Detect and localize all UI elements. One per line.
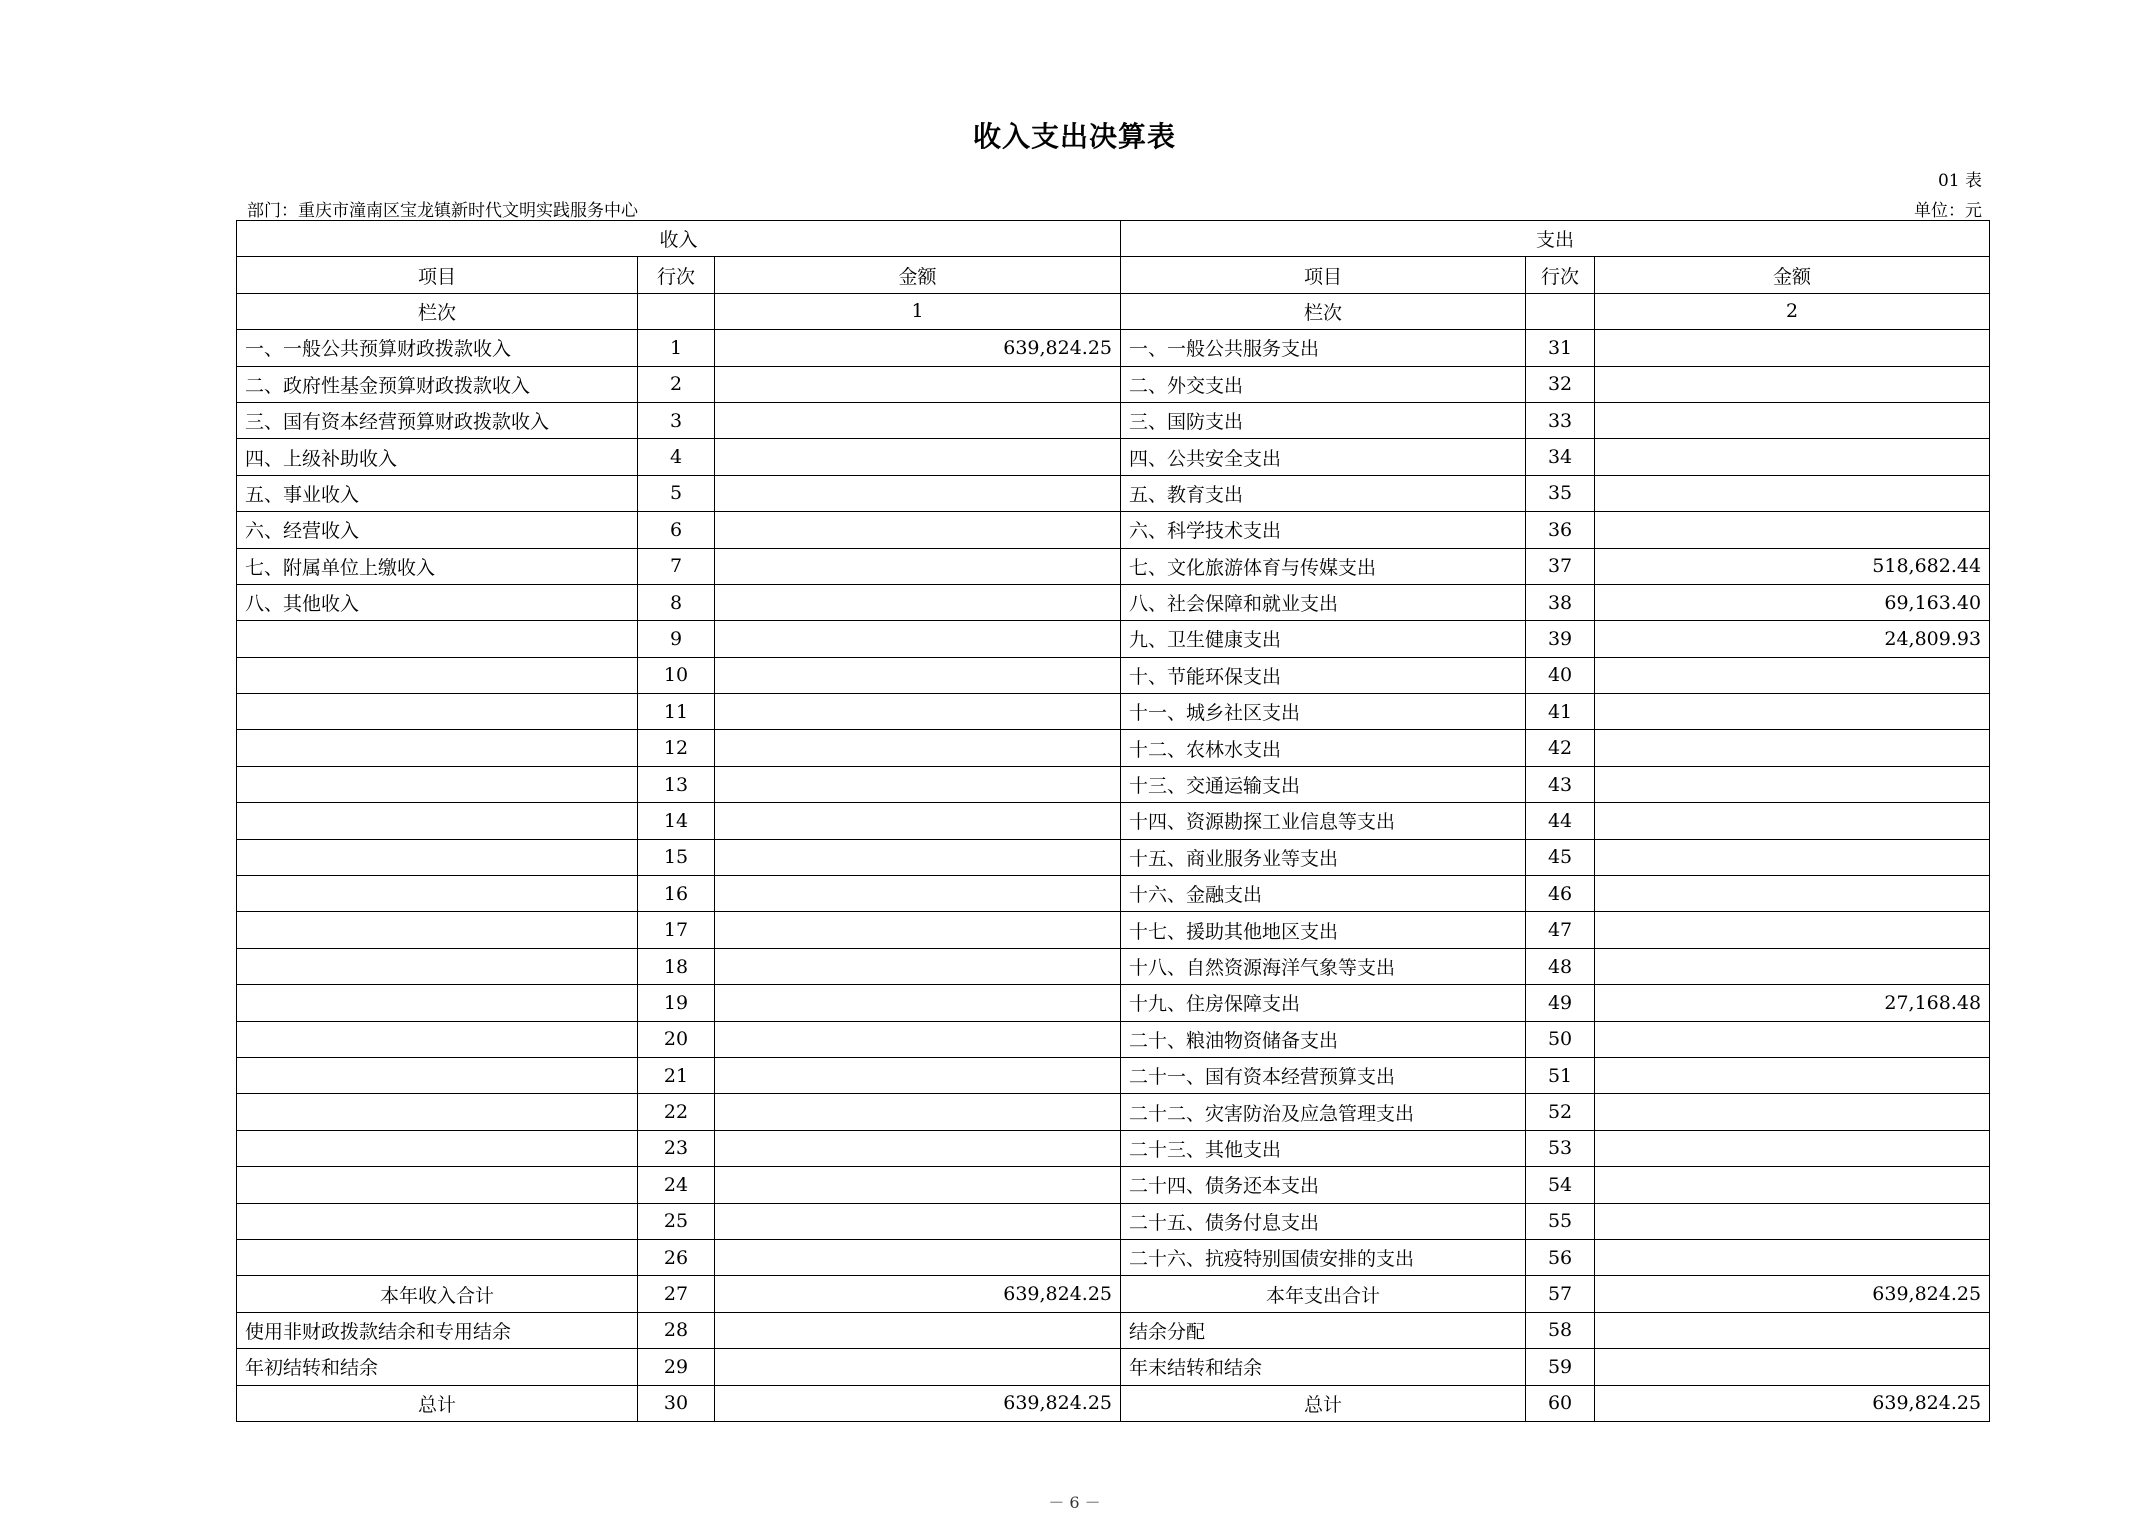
expense-item: 十六、金融支出: [1121, 876, 1526, 912]
expense-amount-header: 金额: [1595, 257, 1990, 293]
expense-item: 七、文化旅游体育与传媒支出: [1121, 548, 1526, 584]
income-amount: [715, 839, 1121, 875]
income-item: 二、政府性基金预算财政拨款收入: [237, 366, 638, 402]
expense-row-no: 57: [1526, 1276, 1595, 1312]
expense-row-no: 44: [1526, 803, 1595, 839]
income-row-no: 25: [638, 1203, 715, 1239]
expense-item: 二、外交支出: [1121, 366, 1526, 402]
expense-amount: [1595, 1312, 1990, 1348]
income-amount: [715, 1094, 1121, 1130]
expense-item: 九、卫生健康支出: [1121, 621, 1526, 657]
table-row: [237, 657, 1990, 693]
income-amount: [715, 694, 1121, 730]
income-item: 五、事业收入: [237, 475, 638, 511]
table-row: [237, 584, 1990, 620]
income-row-no: 22: [638, 1094, 715, 1130]
income-item: [237, 912, 638, 948]
expense-amount: [1595, 803, 1990, 839]
expense-amount: [1595, 730, 1990, 766]
header-row-columns: [237, 257, 1990, 293]
income-item: [237, 985, 638, 1021]
income-summary-item: 使用非财政拨款结余和专用结余: [237, 1312, 638, 1348]
expense-row-no: 31: [1526, 330, 1595, 366]
income-amount: [715, 1312, 1121, 1348]
summary-row: [237, 1385, 1990, 1421]
table-row: [237, 1130, 1990, 1166]
income-amount: [715, 1203, 1121, 1239]
income-item: [237, 1021, 638, 1057]
expense-item: 二十二、灾害防治及应急管理支出: [1121, 1094, 1526, 1130]
expense-section-header: 支出: [1121, 221, 1990, 257]
expense-amount: [1595, 1094, 1990, 1130]
income-item: [237, 694, 638, 730]
income-row-no: 13: [638, 766, 715, 802]
expense-row-no: 48: [1526, 948, 1595, 984]
income-amount: [715, 512, 1121, 548]
expense-amount: 639,824.25: [1595, 1276, 1990, 1312]
expense-amount: 518,682.44: [1595, 548, 1990, 584]
expense-row-no: 51: [1526, 1057, 1595, 1093]
expense-amount: [1595, 402, 1990, 438]
table-row: [237, 948, 1990, 984]
income-amount: [715, 766, 1121, 802]
expense-item: 十三、交通运输支出: [1121, 766, 1526, 802]
expense-summary-item: 结余分配: [1121, 1312, 1526, 1348]
department-label: 部门：重庆市潼南区宝龙镇新时代文明实践服务中心: [247, 201, 638, 221]
income-amount: [715, 985, 1121, 1021]
table-row: [237, 912, 1990, 948]
expense-item: 十、节能环保支出: [1121, 657, 1526, 693]
income-summary-item: 年初结转和结余: [237, 1349, 638, 1385]
income-amount: [715, 1057, 1121, 1093]
income-row-no: 28: [638, 1312, 715, 1348]
income-row-no: 5: [638, 475, 715, 511]
income-amount: 639,824.25: [715, 1276, 1121, 1312]
expense-item: 二十、粮油物资储备支出: [1121, 1021, 1526, 1057]
income-row-no: 29: [638, 1349, 715, 1385]
expense-item: 二十三、其他支出: [1121, 1130, 1526, 1166]
table-row: [237, 621, 1990, 657]
income-amount: [715, 475, 1121, 511]
expense-item: 十九、住房保障支出: [1121, 985, 1526, 1021]
income-amount: [715, 803, 1121, 839]
expense-item: 五、教育支出: [1121, 475, 1526, 511]
income-amount: [715, 730, 1121, 766]
income-item: [237, 730, 638, 766]
income-row-no: 11: [638, 694, 715, 730]
expense-row-no: 45: [1526, 839, 1595, 875]
income-row-no: 15: [638, 839, 715, 875]
expense-item: 二十五、债务付息支出: [1121, 1203, 1526, 1239]
table-row: [237, 730, 1990, 766]
expense-row-no: 36: [1526, 512, 1595, 548]
expense-row-no: 46: [1526, 876, 1595, 912]
expense-amount: [1595, 876, 1990, 912]
expense-item: 二十六、抗疫特别国债安排的支出: [1121, 1239, 1526, 1275]
income-row-no: 21: [638, 1057, 715, 1093]
income-row-no: 6: [638, 512, 715, 548]
income-expense-table: [236, 220, 1990, 1422]
income-item: 一、一般公共预算财政拨款收入: [237, 330, 638, 366]
summary-row: [237, 1312, 1990, 1348]
income-item: 七、附属单位上缴收入: [237, 548, 638, 584]
expense-item-header: 项目: [1121, 257, 1526, 293]
expense-col-number: 2: [1595, 293, 1990, 329]
income-amount: [715, 1021, 1121, 1057]
expense-amount: 639,824.25: [1595, 1385, 1990, 1421]
expense-row-no: 54: [1526, 1167, 1595, 1203]
income-row-no: 20: [638, 1021, 715, 1057]
income-amount: [715, 657, 1121, 693]
expense-row-no: 38: [1526, 584, 1595, 620]
expense-amount: [1595, 439, 1990, 475]
income-row-no: 3: [638, 402, 715, 438]
expense-amount: [1595, 766, 1990, 802]
expense-row-no: 37: [1526, 548, 1595, 584]
income-lanci-blank: [638, 293, 715, 329]
income-item: [237, 1203, 638, 1239]
expense-amount: 24,809.93: [1595, 621, 1990, 657]
expense-amount: [1595, 1239, 1990, 1275]
page-title: 收入支出决算表: [972, 120, 1176, 153]
income-amount: [715, 366, 1121, 402]
expense-item: 十五、商业服务业等支出: [1121, 839, 1526, 875]
table-row: [237, 402, 1990, 438]
expense-amount: [1595, 330, 1990, 366]
income-row-no: 18: [638, 948, 715, 984]
income-item: 三、国有资本经营预算财政拨款收入: [237, 402, 638, 438]
income-amount: [715, 439, 1121, 475]
expense-row-no: 42: [1526, 730, 1595, 766]
income-row-no: 2: [638, 366, 715, 402]
table-row: [237, 439, 1990, 475]
expense-item: 二十四、债务还本支出: [1121, 1167, 1526, 1203]
expense-row-no: 50: [1526, 1021, 1595, 1057]
income-item: [237, 1130, 638, 1166]
income-amount: [715, 584, 1121, 620]
table-row: [237, 839, 1990, 875]
expense-row-no: 58: [1526, 1312, 1595, 1348]
expense-row-no: 43: [1526, 766, 1595, 802]
expense-amount: [1595, 1349, 1990, 1385]
table-row: [237, 694, 1990, 730]
expense-row-no: 33: [1526, 402, 1595, 438]
expense-amount: [1595, 475, 1990, 511]
income-row-no: 7: [638, 548, 715, 584]
table-row: [237, 876, 1990, 912]
income-section-header: 收入: [237, 221, 1121, 257]
expense-amount: [1595, 1203, 1990, 1239]
income-item: [237, 1094, 638, 1130]
income-amount: [715, 1130, 1121, 1166]
income-item: [237, 803, 638, 839]
income-amount: [715, 402, 1121, 438]
income-item: 四、上级补助收入: [237, 439, 638, 475]
summary-row: [237, 1349, 1990, 1385]
table-row: [237, 1057, 1990, 1093]
income-row-no: 19: [638, 985, 715, 1021]
income-item: [237, 948, 638, 984]
expense-item: 十一、城乡社区支出: [1121, 694, 1526, 730]
income-row-no: 16: [638, 876, 715, 912]
income-item: [237, 1057, 638, 1093]
expense-row-no: 40: [1526, 657, 1595, 693]
table-row: [237, 512, 1990, 548]
header-row-sections: [237, 221, 1990, 257]
expense-row-no: 47: [1526, 912, 1595, 948]
unit-label: 单位：元: [1914, 201, 1982, 221]
income-amount: [715, 912, 1121, 948]
table-row: [237, 1239, 1990, 1275]
expense-row-no: 55: [1526, 1203, 1595, 1239]
expense-item: 二十一、国有资本经营预算支出: [1121, 1057, 1526, 1093]
income-item: [237, 839, 638, 875]
table-row: [237, 366, 1990, 402]
expense-amount: [1595, 948, 1990, 984]
income-amount: [715, 948, 1121, 984]
income-amount: 639,824.25: [715, 1385, 1121, 1421]
income-amount-header: 金额: [715, 257, 1121, 293]
expense-item: 十七、援助其他地区支出: [1121, 912, 1526, 948]
income-amount: [715, 876, 1121, 912]
expense-row-no: 59: [1526, 1349, 1595, 1385]
income-col-number: 1: [715, 293, 1121, 329]
table-row: [237, 1167, 1990, 1203]
expense-amount: [1595, 1167, 1990, 1203]
expense-row-no: 52: [1526, 1094, 1595, 1130]
income-row-no: 12: [638, 730, 715, 766]
expense-amount: [1595, 657, 1990, 693]
table-row: [237, 803, 1990, 839]
income-item: [237, 876, 638, 912]
expense-row-no: 49: [1526, 985, 1595, 1021]
income-row-no: 1: [638, 330, 715, 366]
income-amount: [715, 548, 1121, 584]
expense-item: 四、公共安全支出: [1121, 439, 1526, 475]
income-row-no: 30: [638, 1385, 715, 1421]
expense-row-no: 32: [1526, 366, 1595, 402]
expense-item: 十八、自然资源海洋气象等支出: [1121, 948, 1526, 984]
income-amount: [715, 1167, 1121, 1203]
expense-amount: [1595, 1057, 1990, 1093]
income-amount: 639,824.25: [715, 330, 1121, 366]
expense-row-no: 60: [1526, 1385, 1595, 1421]
income-item: 六、经营收入: [237, 512, 638, 548]
income-row-no: 26: [638, 1239, 715, 1275]
header-row-lanci: [237, 293, 1990, 329]
table-row: [237, 548, 1990, 584]
income-item: 八、其他收入: [237, 584, 638, 620]
income-row-no: 10: [638, 657, 715, 693]
expense-summary-item: 年末结转和结余: [1121, 1349, 1526, 1385]
expense-rowno-header: 行次: [1526, 257, 1595, 293]
income-item: [237, 766, 638, 802]
expense-amount: 27,168.48: [1595, 985, 1990, 1021]
income-row-no: 9: [638, 621, 715, 657]
expense-amount: 69,163.40: [1595, 584, 1990, 620]
income-row-no: 24: [638, 1167, 715, 1203]
income-item: [237, 1167, 638, 1203]
expense-amount: [1595, 1130, 1990, 1166]
expense-item: 十四、资源勘探工业信息等支出: [1121, 803, 1526, 839]
expense-row-no: 56: [1526, 1239, 1595, 1275]
expense-item: 六、科学技术支出: [1121, 512, 1526, 548]
expense-summary-item: 总计: [1121, 1385, 1526, 1421]
income-item: [237, 657, 638, 693]
income-row-no: 17: [638, 912, 715, 948]
expense-item: 八、社会保障和就业支出: [1121, 584, 1526, 620]
table-row: [237, 1094, 1990, 1130]
table-row: [237, 330, 1990, 366]
expense-lanci-blank: [1526, 293, 1595, 329]
expense-item: 三、国防支出: [1121, 402, 1526, 438]
expense-row-no: 53: [1526, 1130, 1595, 1166]
table-row: [237, 766, 1990, 802]
expense-amount: [1595, 1021, 1990, 1057]
income-item-header: 项目: [237, 257, 638, 293]
income-item: [237, 1239, 638, 1275]
income-amount: [715, 1349, 1121, 1385]
expense-lanci-label: 栏次: [1121, 293, 1526, 329]
expense-amount: [1595, 912, 1990, 948]
summary-row: [237, 1276, 1990, 1312]
table-number: 01 表: [1937, 171, 1982, 191]
income-row-no: 23: [638, 1130, 715, 1166]
income-summary-item: 本年收入合计: [237, 1276, 638, 1312]
expense-item: 一、一般公共服务支出: [1121, 330, 1526, 366]
income-rowno-header: 行次: [638, 257, 715, 293]
expense-row-no: 41: [1526, 694, 1595, 730]
table-row: [237, 985, 1990, 1021]
expense-amount: [1595, 694, 1990, 730]
income-row-no: 4: [638, 439, 715, 475]
table-row: [237, 1203, 1990, 1239]
expense-amount: [1595, 839, 1990, 875]
expense-row-no: 35: [1526, 475, 1595, 511]
income-amount: [715, 621, 1121, 657]
table-row: [237, 475, 1990, 511]
income-row-no: 27: [638, 1276, 715, 1312]
expense-row-no: 39: [1526, 621, 1595, 657]
expense-item: 十二、农林水支出: [1121, 730, 1526, 766]
expense-summary-item: 本年支出合计: [1121, 1276, 1526, 1312]
income-item: [237, 621, 638, 657]
income-amount: [715, 1239, 1121, 1275]
income-row-no: 8: [638, 584, 715, 620]
expense-amount: [1595, 512, 1990, 548]
income-row-no: 14: [638, 803, 715, 839]
income-summary-item: 总计: [237, 1385, 638, 1421]
expense-row-no: 34: [1526, 439, 1595, 475]
expense-amount: [1595, 366, 1990, 402]
table-row: [237, 1021, 1990, 1057]
income-lanci-label: 栏次: [237, 293, 638, 329]
page-number: － 6 －: [1048, 1493, 1101, 1512]
